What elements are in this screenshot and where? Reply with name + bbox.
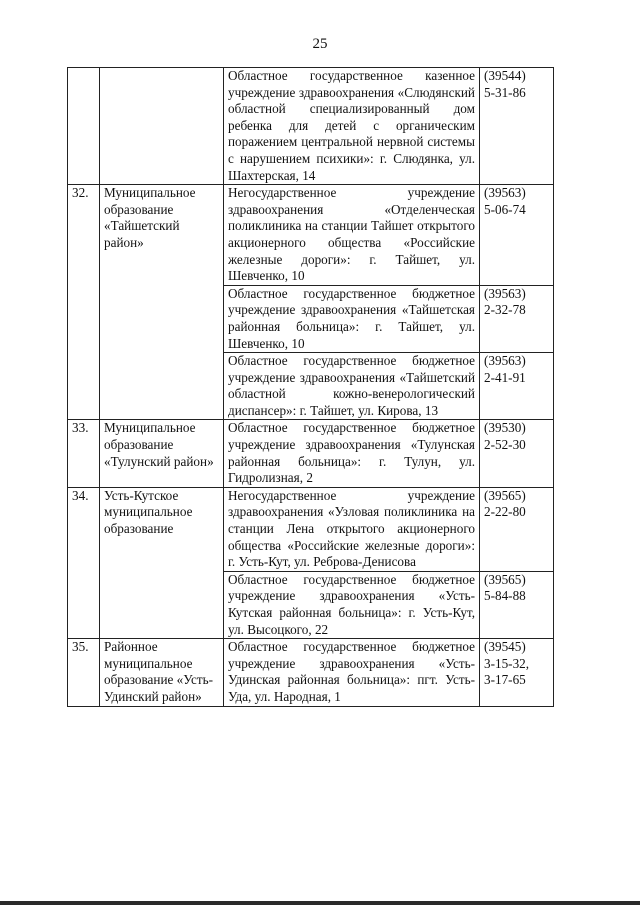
institution-cell: Областное государственное бюджетное учреждение здравоохранения «Тайшетский областной кожно-венерологический диспансер»: г. Тайшет, ул. Кирова, 13 [224,353,480,420]
phone-line: (39545) [484,639,526,655]
institution-cell: Областное государственное бюджетное учреждение здравоохранения «Усть-Удинская районная больница»: пгт. Усть-Уда, ул. Народная, 1 [224,639,480,706]
scan-bottom-edge [0,901,640,905]
phone-line: (39563) [484,285,526,301]
phone-cell [480,68,554,185]
phone-line: 2-22-80 [484,504,526,520]
phone-line: (39565) [484,571,526,587]
phone-line: 2-41-91 [484,369,526,385]
page-number: 25 [312,36,328,52]
phone-line: 2-52-30 [484,437,526,453]
institution-cell: Негосударственное учреждение здравоохранения «Отделенческая поликлиника на станции Тайшет открытого акционерного общества «Российские железные дороги»: г. Тайшет, ул. Шевченко, 10 [224,185,480,286]
institution-cell: Областное государственное бюджетное учреждение здравоохранения «Тулунская районная больница»: г. Тулун, ул. Гидролизная, 2 [224,420,480,487]
phone-cell [480,487,554,571]
row-number: 33. [68,420,100,487]
phone-cell [480,571,554,638]
table-row [68,185,554,286]
municipality-cell: Усть-Кутское муниципальное образование [100,487,224,638]
phone-line: (39565) [484,487,526,503]
institution-cell: Негосударственное учреждение здравоохранения «Узловая поликлиника на станции Лена открытого акционерного общества «Российские железные дороги»: г. Усть-Кут, ул. Реброва-Денисова [224,487,480,571]
phone-line: 5-84-88 [484,588,526,604]
row-number [68,68,100,185]
institution-cell: Областное государственное бюджетное учреждение здравоохранения «Усть-Кутская районная больница»: г. Усть-Кут, ул. Высоцкого, 22 [224,571,480,638]
row-number: 35. [68,639,100,706]
phone-line: (39530) [484,420,526,436]
municipality-cell: Муниципальное образование «Тулунский район» [100,420,224,487]
row-number: 32. [68,185,100,420]
table-row [68,68,554,185]
phone-line: 3-15-32, [484,655,530,671]
institutions-table [67,67,554,707]
table-row [68,420,554,487]
municipality-cell: Муниципальное образование «Тайшетский район» [100,185,224,420]
institution-cell: Областное государственное бюджетное учреждение здравоохранения «Тайшетская районная больница»: г. Тайшет, ул. Шевченко, 10 [224,285,480,352]
phone-cell [480,353,554,420]
municipality-cell: Районное муниципальное образование «Усть-Удинский район» [100,639,224,706]
phone-cell [480,420,554,487]
table-row [68,639,554,706]
phone-cell [480,639,554,706]
phone-cell [480,285,554,352]
phone-line: 5-06-74 [484,201,526,217]
phone-line: (39563) [484,185,526,201]
institution-cell: Областное государственное казенное учреждение здравоохранения «Слюдянский областной специализированный дом ребенка для детей с органическим поражением центральной нервной системы с нарушением психики»: г. Слюдянка, ул. Шахтерская, 14 [224,68,480,185]
phone-line: 2-32-78 [484,302,526,318]
phone-line: (39563) [484,353,526,369]
municipality-cell [100,68,224,185]
phone-cell [480,185,554,286]
phone-line: (39544) [484,68,526,83]
table-row [68,487,554,571]
phone-line: 3-17-65 [484,672,526,688]
row-number: 34. [68,487,100,638]
phone-line: 5-31-86 [484,84,526,100]
